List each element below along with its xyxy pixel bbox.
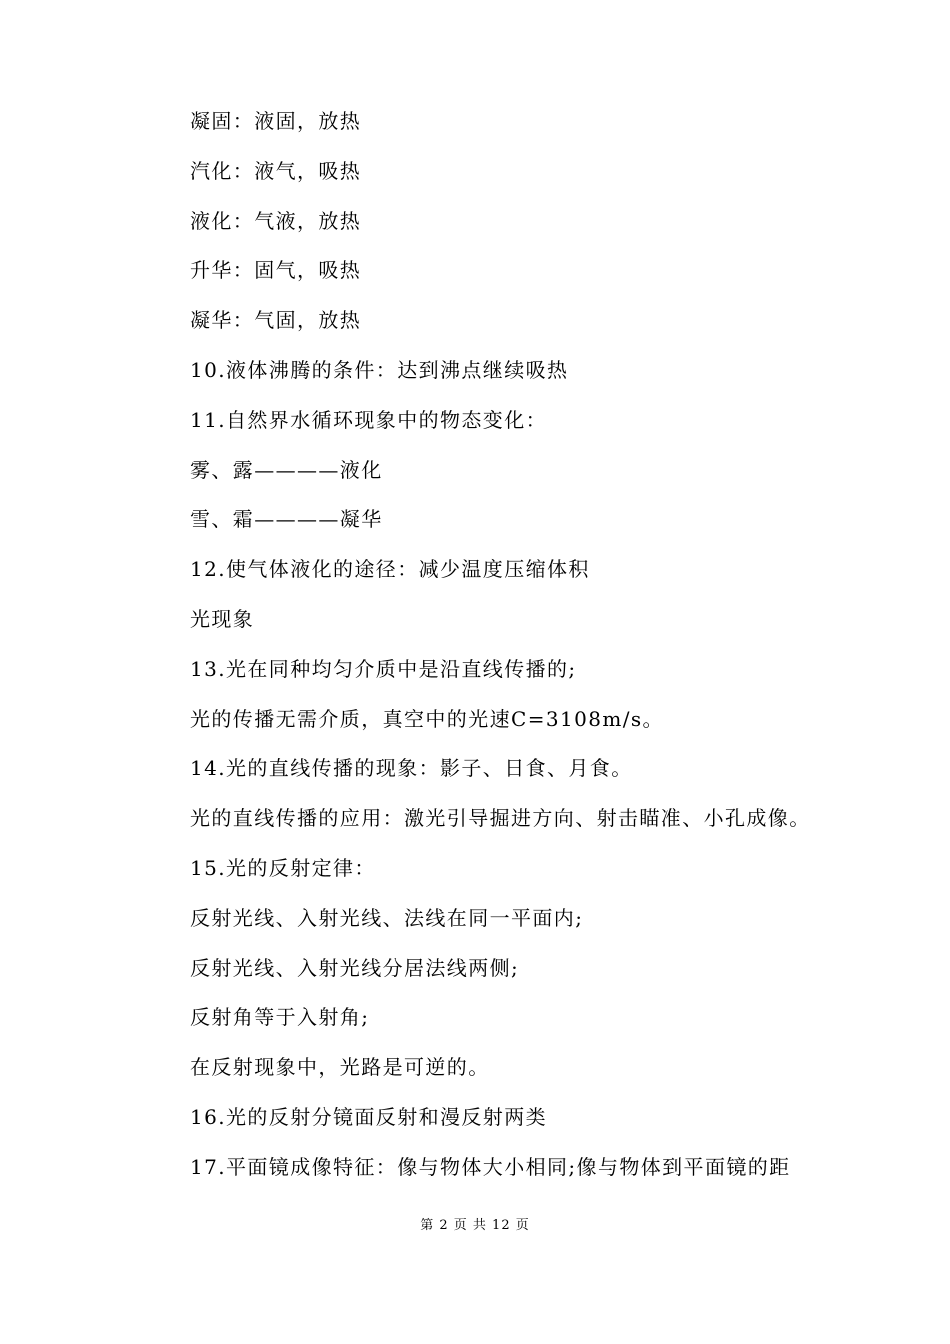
text-line: 15.光的反射定律： xyxy=(190,855,376,880)
text-line: 光的直线传播的应用：激光引导掘进方向、射击瞄准、小孔成像。 xyxy=(190,806,811,831)
text-line: 反射角等于入射角; xyxy=(190,1005,370,1030)
text-line: 10.液体沸腾的条件：达到沸点继续吸热 xyxy=(190,357,569,382)
text-line: 13.光在同种均匀介质中是沿直线传播的; xyxy=(190,656,577,681)
text-line: 凝华：气固，放热 xyxy=(190,308,362,333)
text-line: 17.平面镜成像特征：像与物体大小相同;像与物体到平面镜的距 xyxy=(190,1154,791,1179)
text-line: 12.使气体液化的途径：减少温度压缩体积 xyxy=(190,557,590,582)
section-heading: 光现象 xyxy=(190,606,255,631)
text-line: 14.光的直线传播的现象：影子、日食、月食。 xyxy=(190,756,633,781)
text-line: 升华：固气，吸热 xyxy=(190,258,362,283)
text-line: 反射光线、入射光线分居法线两侧; xyxy=(190,955,520,980)
text-line: 雪、霜————凝华 xyxy=(190,507,383,532)
text-line: 汽化：液气，吸热 xyxy=(190,158,362,183)
page-number-footer: 第 2 页 共 12 页 xyxy=(420,1218,530,1233)
body-text xyxy=(190,103,890,1199)
text-line: 雾、露————液化 xyxy=(190,457,383,482)
text-line: 11.自然界水循环现象中的物态变化： xyxy=(190,407,548,432)
text-line: 反射光线、入射光线、法线在同一平面内; xyxy=(190,905,584,930)
text-line: 光的传播无需介质，真空中的光速C=3108m/s。 xyxy=(190,706,664,731)
text-line: 16.光的反射分镜面反射和漫反射两类 xyxy=(190,1104,548,1129)
text-line: 凝固：液固，放热 xyxy=(190,109,362,133)
text-line: 液化：气液，放热 xyxy=(190,208,362,233)
text-line: 在反射现象中，光路是可逆的。 xyxy=(190,1055,490,1080)
